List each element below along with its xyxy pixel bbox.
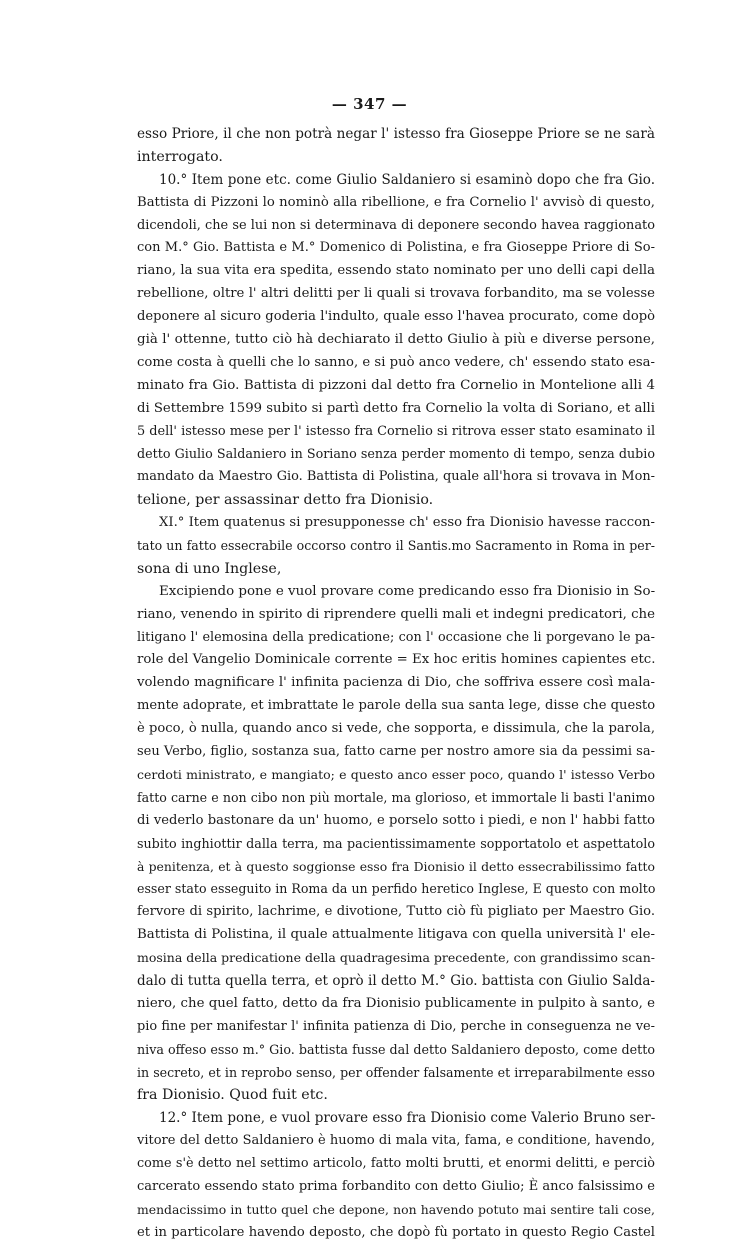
text-line: subito inghiottir dalla terra, ma pacientissimamente sopportatolo et aspettatolo — [137, 835, 655, 851]
text-line: Excipiendo pone e vuol provare come predicando esso fra Dionisio in So- — [159, 583, 655, 599]
page-number: — 347 — — [331, 95, 408, 113]
text-line: litigano l' elemosina della predicatione; con l' occasione che li porgevano le pa- — [137, 629, 655, 645]
text-line: seu Verbo, figlio, sostanza sua, fatto carne per nostro amore sia da pessimi sa- — [137, 744, 655, 760]
text-line: tato un fatto essecrabile occorso contro il Santis.mo Sacramento in Roma in per- — [137, 538, 655, 554]
text-line: mandato da Maestro Gio. Battista di Polistina, quale all'hora si trovava in Mon- — [137, 469, 655, 485]
text-line: dicendoli, che se lui non si determinava di deponere secondo havea raggionato — [137, 217, 655, 233]
text-line: di Settembre 1599 subito si partì detto fra Cornelio la volta di Soriano, et alli — [137, 400, 655, 416]
text-line: mente adoprate, et imbrattate le parole della sua santa lege, disse che questo — [137, 698, 655, 714]
text-line: con M.° Gio. Battista e M.° Domenico di Polistina, e fra Gioseppe Priore di So- — [137, 240, 655, 256]
text-line: riano, venendo in spirito di riprendere quelli mali et indegni predicatori, che — [137, 606, 655, 622]
text-line: et in particolare havendo deposto, che dopò fù portato in questo Regio Castel — [137, 1224, 655, 1240]
text-line: mendacissimo in tutto quel che depone, non havendo potuto mai sentire tali cose, — [137, 1201, 655, 1217]
body-text — [137, 123, 655, 1245]
text-line: role del Vangelio Dominicale corrente = Ex hoc eritis homines capientes etc. — [137, 652, 655, 668]
text-line: 10.° Item pone etc. come Giulio Saldaniero si esaminò dopo che fra Gio. — [159, 171, 655, 188]
text-line: riano, la sua vita era spedita, essendo stato nominato per uno delli capi della — [137, 263, 655, 279]
text-line: minato fra Gio. Battista di pizzoni dal detto fra Cornelio in Montelione alli 4 — [137, 377, 655, 393]
text-line: deponere al sicuro goderia l'indulto, quale esso l'havea procurato, come dopò — [137, 309, 655, 325]
text-line: dalo di tutta quella terra, et oprò il detto M.° Gio. battista con Giulio Salda- — [137, 972, 655, 989]
text-line: niero, che quel fatto, detto da fra Dionisio publicamente in pulpito à santo, e — [137, 995, 655, 1011]
text-line: niva offeso esso m.° Gio. battista fusse dal detto Saldaniero deposto, come detto — [137, 1041, 655, 1057]
text-line: fatto carne e non cibo non più mortale, ma glorioso, et immortale li basti l'animo — [137, 789, 655, 805]
text-line: cerdoti ministrato, e mangiato; e questo anco esser poco, quando l' istesso Verbo — [137, 766, 655, 782]
text-line: pio fine per manifestar l' infinita patienza di Dio, perche in conseguenza ne ve- — [137, 1018, 655, 1034]
text-line: fra Dionisio. Quod fuit etc. — [137, 1087, 328, 1104]
text-line: telione, per assassinar detto fra Dionisio. — [137, 492, 434, 509]
text-line: come s'è detto nel settimo articolo, fatto molti brutti, et enormi delitti, e perciò — [137, 1156, 655, 1172]
text-line: come costa à quelli che lo sanno, e si può anco vedere, ch' essendo stato esa- — [137, 354, 655, 370]
text-line: interrogato. — [137, 148, 223, 165]
text-line: Battista di Polistina, il quale attualmente litigava con quella università l' ele- — [137, 927, 655, 943]
text-line: detto Giulio Saldaniero in Soriano senza perder momento di tempo, senza dubio — [137, 446, 655, 462]
text-line: à penitenza, et à questo soggionse esso fra Dionisio il detto essecrabilissimo fatto — [137, 858, 655, 874]
text-line: XI.° Item quatenus si presupponesse ch' esso fra Dionisio havesse raccon- — [159, 515, 655, 531]
text-line: 5 dell' istesso mese per l' istesso fra Cornelio si ritrova esser stato esaminato il — [137, 423, 655, 439]
text-line: Battista di Pizzoni lo nominò alla ribellione, e fra Cornelio l' avvisò di questo, — [137, 194, 655, 210]
text-line: fervore di spirito, lachrime, e divotione, Tutto ciò fù pigliato per Maestro Gio. — [137, 904, 655, 920]
text-line: mosina della predicatione della quadragesima precedente, con grandissimo scan- — [137, 950, 655, 966]
text-line: di vederlo bastonare da un' huomo, e porselo sotto i piedi, e non l' habbi fatto — [137, 812, 655, 828]
text-line: rebellione, oltre l' altri delitti per li quali si trovava forbandito, ma se volesse — [137, 286, 655, 302]
text-line: già l' ottenne, tutto ciò hà dechiarato il detto Giulio à più e diverse persone, — [137, 332, 655, 348]
text-line: esser stato esseguito in Roma da un perfido heretico Inglese, E questo con molto — [137, 881, 655, 897]
text-line: in secreto, et in reprobo senso, per offender falsamente et irreparabilmente esso — [137, 1064, 655, 1080]
text-line: sona di uno Inglese, — [137, 560, 282, 577]
text-line: carcerato essendo stato prima forbandito con detto Giulio; È anco falsissimo e — [137, 1178, 655, 1194]
text-line: volendo magnificare l' infinita pacienza di Dio, che soffriva essere così mala- — [137, 675, 655, 691]
text-line: esso Priore, il che non potrà negar l' istesso fra Gioseppe Priore se ne sarà — [137, 126, 655, 142]
text-line: vitore del detto Saldaniero è huomo di mala vita, fama, e conditione, havendo, — [137, 1133, 655, 1149]
text-line: è poco, ò nulla, quando anco si vede, che sopporta, e dissimula, che la parola, — [137, 721, 655, 737]
text-line: 12.° Item pone, e vuol provare esso fra Dionisio come Valerio Bruno ser- — [159, 1110, 655, 1127]
